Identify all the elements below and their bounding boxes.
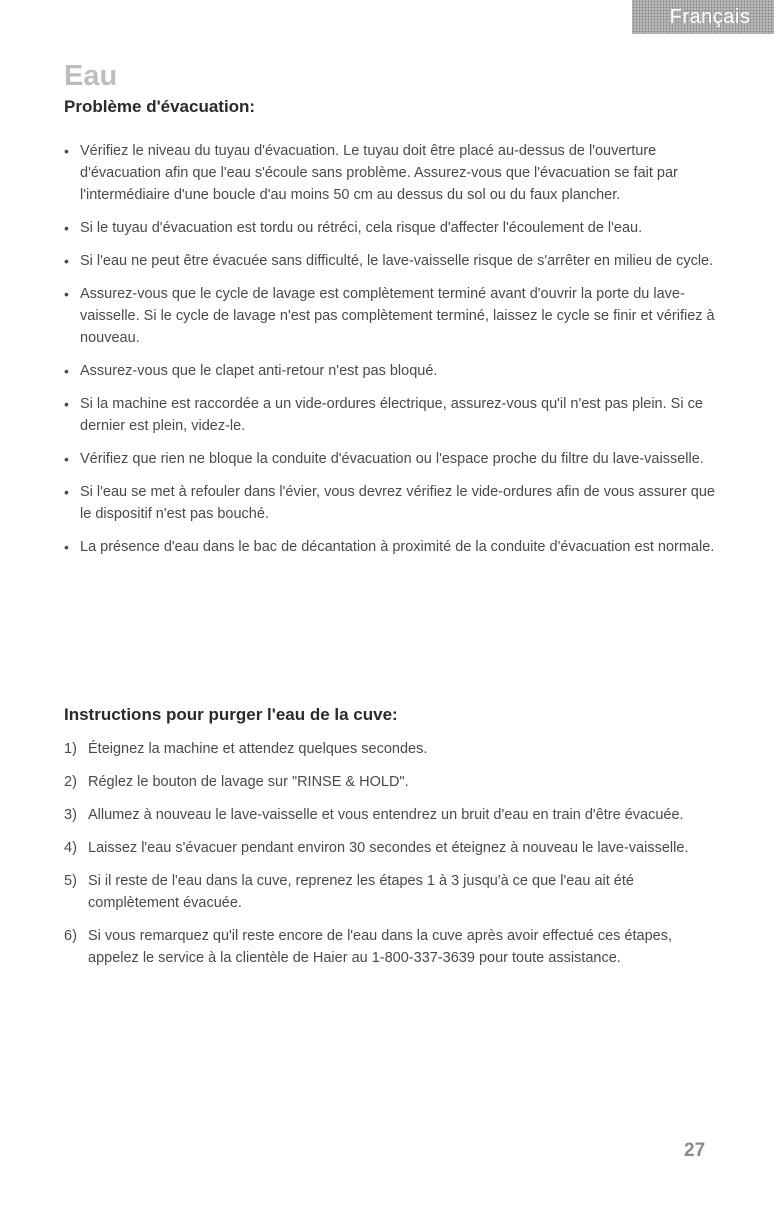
bullet-dot-icon: • (64, 451, 69, 467)
step-text: Si il reste de l'eau dans la cuve, reprenez les étapes 1 à 3 jusqu'à ce que l'eau ait été complètement évacuée. (88, 873, 634, 911)
list-item-text: La présence d'eau dans le bac de décantation à proximité de la conduite d'évacuation est normale. (80, 539, 715, 555)
step-item (64, 738, 724, 760)
step-text: Laissez l'eau s'évacuer pendant environ 30 secondes et éteignez à nouveau le lave-vaisselle. (88, 840, 689, 856)
list-item (64, 536, 724, 558)
drain-problem-heading: Problème d'évacuation: (64, 97, 256, 116)
drain-problem-list (64, 140, 724, 569)
step-text: Réglez le bouton de lavage sur "RINSE & HOLD". (88, 774, 409, 790)
bullet-dot-icon: • (64, 363, 69, 379)
bullet-dot-icon: • (64, 484, 69, 500)
step-text: Éteignez la machine et attendez quelques secondes. (88, 741, 428, 757)
list-item (64, 360, 724, 382)
list-item-text: Assurez-vous que le cycle de lavage est complètement terminé avant d'ouvrir la porte du lave-vaisselle. Si le cycle de lavage n'est pas complètement terminé, laissez le cycle se finir et vérifiez à nouveau. (80, 286, 715, 346)
bullet-dot-icon: • (64, 143, 69, 159)
list-item-text: Si la machine est raccordée a un vide-ordures électrique, assurez-vous qu'il n'est pas plein. Si ce dernier est plein, videz-le. (80, 396, 703, 434)
list-item (64, 448, 724, 470)
step-number: 3) (64, 807, 77, 823)
list-item-text: Vérifiez le niveau du tuyau d'évacuation. Le tuyau doit être placé au-dessus de l'ouverture d'évacuation afin que l'eau s'écoule sans problème. Assurez-vous que l'évacuation se fait par l'intermédiaire d'une boucle d'au moins 50 cm au dessus du sol ou du faux plancher. (80, 143, 678, 203)
list-item (64, 481, 724, 525)
list-item-text: Vérifiez que rien ne bloque la conduite d'évacuation ou l'espace proche du filtre du lave-vaisselle. (80, 451, 704, 467)
list-item-text: Si l'eau se met à refouler dans l'évier, vous devrez vérifiez le vide-ordures afin de vous assurer que le dispositif n'est pas bouché. (80, 484, 715, 522)
list-item-text: Assurez-vous que le clapet anti-retour n'est pas bloqué. (80, 363, 438, 379)
bullet-dot-icon: • (64, 539, 69, 555)
step-number: 6) (64, 928, 77, 944)
page-title: Eau (64, 60, 118, 92)
page-number: 27 (684, 1140, 706, 1161)
step-item (64, 804, 724, 826)
step-number: 1) (64, 741, 77, 757)
language-tab: Français (632, 0, 774, 34)
step-number: 2) (64, 774, 77, 790)
list-item (64, 140, 724, 206)
step-text: Allumez à nouveau le lave-vaisselle et vous entendrez un bruit d'eau en train d'être évacuée. (88, 807, 684, 823)
step-number: 4) (64, 840, 77, 856)
step-text: Si vous remarquez qu'il reste encore de l'eau dans la cuve après avoir effectué ces étapes, appelez le service à la clientèle de Haier au 1-800-337-3639 pour toute assistance. (88, 928, 672, 966)
list-item-text: Si l'eau ne peut être évacuée sans difficulté, le lave-vaisselle risque de s'arrêter en milieu de cycle. (80, 253, 714, 269)
list-item (64, 217, 724, 239)
bullet-dot-icon: • (64, 253, 69, 269)
list-item (64, 393, 724, 437)
step-item (64, 925, 724, 969)
bullet-dot-icon: • (64, 286, 69, 302)
bullet-dot-icon: • (64, 220, 69, 236)
list-item (64, 250, 724, 272)
step-number: 5) (64, 873, 77, 889)
list-item-text: Si le tuyau d'évacuation est tordu ou rétréci, cela risque d'affecter l'écoulement de l'eau. (80, 220, 643, 236)
purge-steps-list (64, 738, 724, 980)
purge-instructions-heading: Instructions pour purger l'eau de la cuve: (64, 705, 398, 724)
step-item (64, 771, 724, 793)
step-item (64, 837, 724, 859)
bullet-dot-icon: • (64, 396, 69, 412)
list-item (64, 283, 724, 349)
step-item (64, 870, 724, 914)
